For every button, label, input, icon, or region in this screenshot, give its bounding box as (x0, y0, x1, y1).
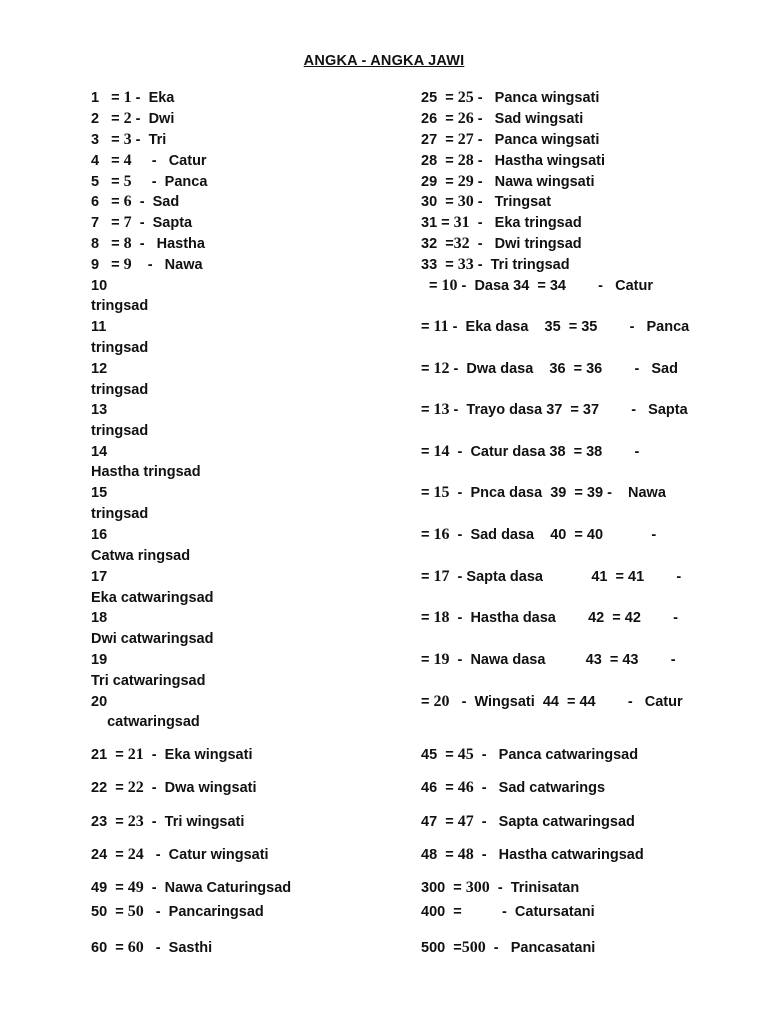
list-line (421, 193, 551, 211)
line-value: 32 (453, 235, 470, 252)
line-value: 33 (457, 256, 474, 273)
list-line (421, 813, 635, 831)
line-number: 6 (91, 194, 104, 210)
list-line (421, 568, 681, 586)
line-number: 3 (91, 132, 104, 148)
line-name: - Panca catwaringsad (473, 747, 639, 763)
line-equals: = (437, 111, 458, 127)
line-name: - Eka (131, 90, 175, 106)
line-value: 11 (433, 318, 449, 335)
line-number: 49 (91, 880, 108, 896)
line-number: 29 (421, 174, 438, 190)
line-equals: = (445, 880, 466, 896)
list-line (421, 526, 656, 544)
line-name: - Tringsat (473, 194, 552, 210)
line-equals: = (437, 814, 458, 830)
line-number: 2 (91, 111, 104, 127)
list-line (421, 89, 599, 107)
line-equals: = (437, 194, 458, 210)
line-equals: = (437, 215, 454, 231)
list-line (421, 746, 638, 764)
line-equals: = (421, 652, 434, 668)
line-number: 27 (421, 132, 438, 148)
list-line (91, 651, 107, 669)
line-equals: = (103, 215, 124, 231)
line-number: 23 (91, 814, 108, 830)
line-value: 5 (123, 173, 132, 190)
line-number: 47 (421, 814, 438, 830)
line-number: 30 (421, 194, 438, 210)
line-name: - Sapta (131, 215, 193, 231)
line-number: 28 (421, 153, 438, 169)
line-number: 8 (91, 236, 104, 252)
line-name: - Eka dasa 35 = 35 - Panca (448, 319, 690, 335)
list-line (91, 846, 269, 864)
list-line (421, 879, 579, 897)
list-line (421, 152, 605, 170)
line-equals: = (103, 236, 124, 252)
line-value: 60 (127, 939, 144, 956)
line-value: 8 (123, 235, 132, 252)
line-number: 31 (421, 215, 438, 231)
line-name: - Catur dasa 38 = 38 - (449, 444, 640, 460)
list-line (91, 193, 179, 211)
line-number: 50 (91, 904, 108, 920)
line-number: tringsad (91, 298, 149, 314)
line-number: 4 (91, 153, 104, 169)
line-value: 26 (457, 110, 474, 127)
line-number: 21 (91, 747, 108, 763)
line-equals: = (103, 174, 124, 190)
line-value: 14 (433, 443, 450, 460)
line-name: - Sapta catwaringsad (473, 814, 635, 830)
line-number: 1 (91, 90, 104, 106)
list-line (421, 939, 595, 957)
line-value: 21 (127, 746, 144, 763)
line-number: 16 (91, 527, 108, 543)
line-value: 6 (123, 193, 132, 210)
line-number: 300 (421, 880, 446, 896)
line-value: 10 (441, 277, 458, 294)
line-name: - Sad (131, 194, 180, 210)
line-equals: = (437, 780, 458, 796)
line-equals: = (107, 847, 128, 863)
line-value: 22 (127, 779, 144, 796)
line-equals: = (103, 111, 124, 127)
line-name: - Nawa Caturingsad (143, 880, 292, 896)
line-equals: = (437, 90, 458, 106)
line-value: 30 (457, 193, 474, 210)
line-name: - Sad dasa 40 = 40 - (449, 527, 657, 543)
line-name: - Trinisatan (489, 880, 580, 896)
list-line (91, 235, 205, 253)
line-equals: = (445, 940, 462, 956)
line-value: 49 (127, 879, 144, 896)
document-title: ANGKA - ANGKA JAWI (303, 53, 465, 69)
line-number: 15 (91, 485, 108, 501)
list-line (91, 173, 207, 191)
list-line (91, 318, 106, 336)
line-name: - Dwi tringsad (469, 236, 582, 252)
line-number: 7 (91, 215, 104, 231)
line-value: 2 (123, 110, 132, 127)
line-name: - Pancasatani (485, 940, 596, 956)
line-equals: = (103, 153, 124, 169)
line-number: 12 (91, 361, 108, 377)
list-line (91, 360, 107, 378)
line-number: 10 (91, 278, 108, 294)
line-name: - Wingsati 44 = 44 - Catur (449, 694, 683, 710)
line-equals: = (107, 940, 128, 956)
line-name: - Eka wingsati (143, 747, 253, 763)
line-number: Dwi catwaringsad (91, 631, 214, 647)
list-line (91, 746, 252, 764)
line-equals: = (421, 361, 434, 377)
line-equals: = (437, 847, 458, 863)
line-value: 9 (123, 256, 132, 273)
list-line (421, 443, 639, 461)
line-number: Eka catwaringsad (91, 590, 214, 606)
line-value: 19 (433, 651, 450, 668)
list-line (421, 846, 644, 864)
line-equals: = (107, 880, 128, 896)
line-equals: = (107, 814, 128, 830)
line-number: 500 (421, 940, 446, 956)
line-equals: = (421, 402, 434, 418)
line-name: - Dwa dasa 36 = 36 - Sad (449, 361, 678, 377)
line-name: - Sad catwarings (473, 780, 606, 796)
list-line (91, 297, 148, 315)
line-number: tringsad (91, 382, 149, 398)
line-name: - Catur wingsati (143, 847, 269, 863)
list-line (421, 693, 683, 711)
line-name: - Tri tringsad (473, 257, 570, 273)
line-value: 13 (433, 401, 450, 418)
line-number: 32 (421, 236, 438, 252)
list-line (91, 526, 107, 544)
list-line (91, 484, 107, 502)
line-number: 18 (91, 610, 108, 626)
line-number: tringsad (91, 506, 149, 522)
line-equals: = (103, 132, 124, 148)
line-name: - Nawa (131, 257, 203, 273)
list-line (421, 235, 582, 253)
line-name: - Panca wingsati (473, 90, 600, 106)
list-line (421, 214, 582, 232)
line-value: 300 (465, 879, 490, 896)
list-line (91, 131, 166, 149)
line-value: 18 (433, 609, 450, 626)
line-value: 500 (461, 939, 486, 956)
line-name: - Pancaringsad (143, 904, 264, 920)
line-value: 7 (123, 214, 132, 231)
line-value: 45 (457, 746, 474, 763)
line-value: 4 (123, 152, 132, 169)
line-equals: = (103, 194, 124, 210)
line-value: 16 (433, 526, 450, 543)
line-number: 22 (91, 780, 108, 796)
line-value: 17 (433, 568, 450, 585)
line-equals: = (103, 257, 124, 273)
list-line (91, 277, 107, 295)
line-value: 48 (457, 846, 474, 863)
line-name: - Hastha dasa 42 = 42 - (449, 610, 678, 626)
line-number: 19 (91, 652, 108, 668)
list-line (91, 630, 213, 648)
line-equals: = (437, 132, 458, 148)
list-line (421, 318, 689, 336)
list-line (425, 277, 653, 295)
list-line (91, 939, 212, 957)
line-value: 12 (433, 360, 450, 377)
list-line (421, 110, 583, 128)
line-equals: = (421, 444, 434, 460)
list-line (91, 381, 148, 399)
list-line (421, 401, 688, 419)
line-value: 27 (457, 131, 474, 148)
line-number: 33 (421, 257, 438, 273)
list-line (421, 173, 595, 191)
line-value: 50 (127, 903, 144, 920)
line-name: - Tri (131, 132, 167, 148)
line-number: 9 (91, 257, 104, 273)
line-number: 400 (421, 904, 446, 920)
line-value: 15 (433, 484, 450, 501)
line-value: 29 (457, 173, 474, 190)
list-line (91, 505, 148, 523)
list-line (421, 256, 570, 274)
list-line (91, 256, 203, 274)
line-number: 13 (91, 402, 108, 418)
line-equals: = (103, 90, 124, 106)
list-line (421, 484, 666, 502)
line-number: Hastha tringsad (91, 464, 201, 480)
list-line (91, 547, 190, 565)
line-name: - Sapta dasa 41 = 41 - (449, 569, 682, 585)
line-value: 3 (123, 131, 132, 148)
line-name: - Dwa wingsati (143, 780, 257, 796)
line-number: catwaringsad (91, 714, 200, 730)
list-line (91, 693, 107, 711)
line-equals: = (107, 904, 128, 920)
line-number: 48 (421, 847, 438, 863)
line-number: tringsad (91, 340, 149, 356)
list-line (91, 463, 201, 481)
line-name: - Sasthi (143, 940, 213, 956)
line-number: Tri catwaringsad (91, 673, 206, 689)
line-number: 26 (421, 111, 438, 127)
line-name: - Pnca dasa 39 = 39 - Nawa (449, 485, 666, 501)
list-line (91, 443, 107, 461)
line-name: - Trayo dasa 37 = 37 - Sapta (449, 402, 688, 418)
line-value: 47 (457, 813, 474, 830)
list-line (91, 779, 257, 797)
list-line (91, 422, 148, 440)
line-name: - Panca wingsati (473, 132, 600, 148)
list-line (91, 214, 192, 232)
line-equals: = (437, 747, 458, 763)
line-value: 1 (123, 89, 132, 106)
line-equals: = (421, 485, 434, 501)
line-name: - Hastha wingsati (473, 153, 606, 169)
line-name: - Dwi (131, 111, 175, 127)
line-value: 28 (457, 152, 474, 169)
list-line (421, 360, 678, 378)
line-equals: = (421, 694, 434, 710)
line-value: 24 (127, 846, 144, 863)
line-equals: = (437, 257, 458, 273)
list-line (91, 609, 107, 627)
line-value: 25 (457, 89, 474, 106)
line-number: 24 (91, 847, 108, 863)
list-line (91, 713, 200, 731)
list-line (91, 813, 244, 831)
list-line (91, 589, 214, 607)
line-value: 23 (127, 813, 144, 830)
line-value: 20 (433, 693, 450, 710)
line-equals: = (107, 747, 128, 763)
line-number: 25 (421, 90, 438, 106)
line-equals: = (421, 610, 434, 626)
line-value: 46 (457, 779, 474, 796)
line-number: 60 (91, 940, 108, 956)
line-number: tringsad (91, 423, 149, 439)
list-line (421, 651, 676, 669)
line-number: 11 (91, 319, 107, 335)
line-name: - Nawa dasa 43 = 43 - (449, 652, 676, 668)
list-line (91, 110, 174, 128)
line-equals: = (107, 780, 128, 796)
line-number: 5 (91, 174, 104, 190)
line-name: - Eka tringsad (469, 215, 582, 231)
line-name: - Panca (131, 174, 208, 190)
line-name: - Dasa 34 = 34 - Catur (457, 278, 653, 294)
line-equals: = (437, 174, 458, 190)
line-value: 31 (453, 214, 470, 231)
line-name: - Sad wingsati (473, 111, 584, 127)
line-equals: = (437, 236, 454, 252)
line-equals: = (421, 527, 434, 543)
line-equals: = (421, 319, 434, 335)
line-name: - Hastha (131, 236, 205, 252)
list-line (91, 879, 291, 897)
line-equals: = (425, 278, 442, 294)
list-line (91, 903, 264, 921)
line-number: 46 (421, 780, 438, 796)
list-line (91, 401, 107, 419)
line-number: 20 (91, 694, 108, 710)
line-number: 14 (91, 444, 108, 460)
line-number: 45 (421, 747, 438, 763)
line-name: - Tri wingsati (143, 814, 245, 830)
line-name: - Hastha catwaringsad (473, 847, 644, 863)
line-name: - Nawa wingsati (473, 174, 595, 190)
line-number: 17 (91, 569, 108, 585)
list-line (421, 609, 678, 627)
line-name: - Catur (131, 153, 207, 169)
line-number: Catwa ringsad (91, 548, 191, 564)
list-line (91, 152, 207, 170)
list-line (91, 89, 174, 107)
list-line (421, 779, 605, 797)
list-line (421, 131, 599, 149)
line-equals: = (437, 153, 458, 169)
line-equals: = (445, 904, 462, 920)
list-line (91, 568, 107, 586)
list-line (91, 339, 148, 357)
line-equals: = (421, 569, 434, 585)
line-name: - Catursatani (461, 904, 595, 920)
list-line (91, 672, 205, 690)
list-line (421, 903, 595, 921)
